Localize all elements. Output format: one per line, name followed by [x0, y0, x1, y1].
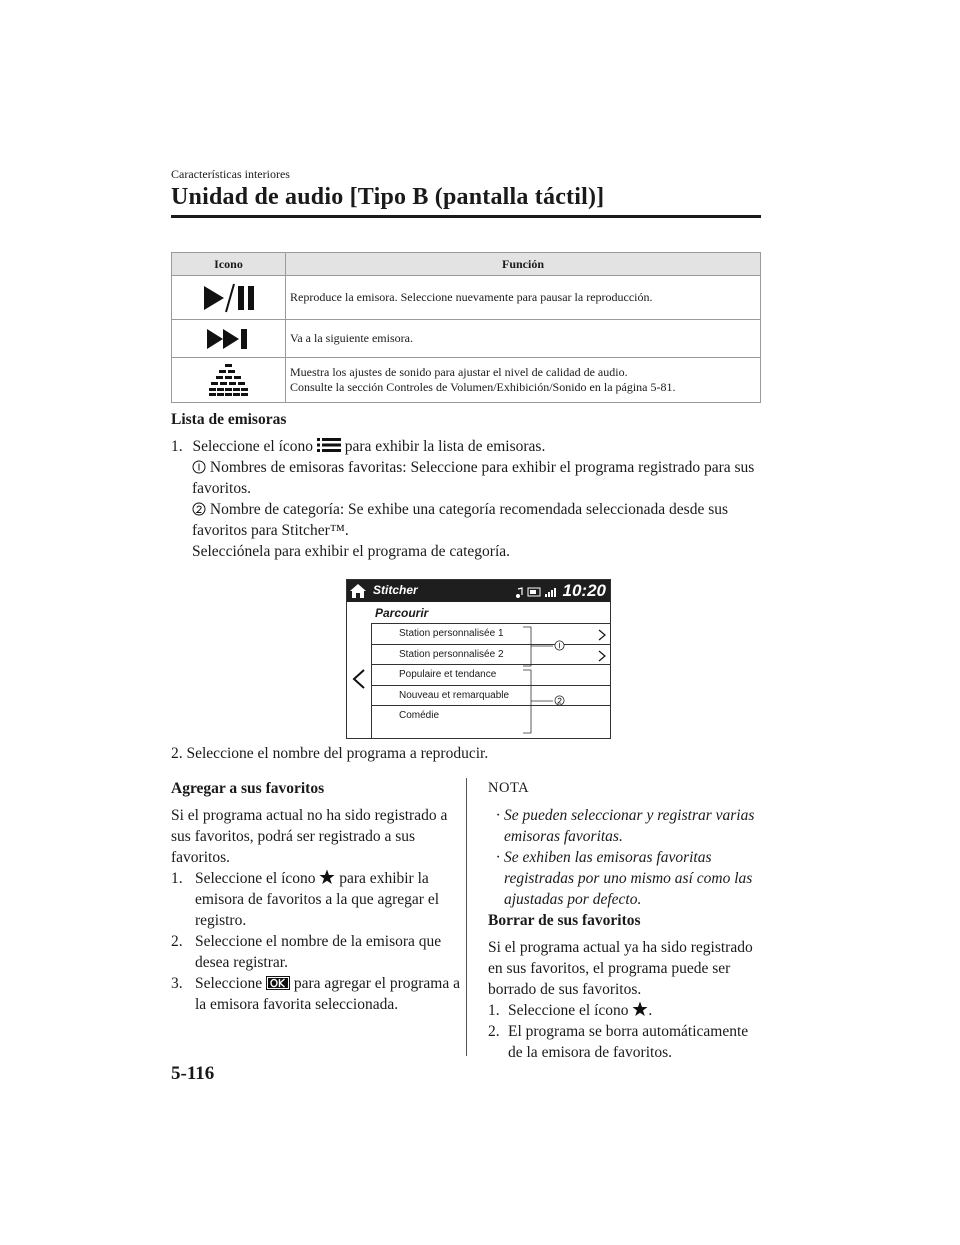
step-text: para exhibir la emisora de favoritos a la que agregar el registro. — [195, 870, 440, 929]
add-favorites-step-1 — [171, 868, 461, 931]
step-text: Seleccione — [195, 975, 263, 992]
remove-favorites-heading: Borrar de sus favoritos — [488, 912, 641, 929]
note-label: NOTA — [488, 780, 530, 796]
step-number: 1. — [171, 438, 183, 455]
step-number: 2. — [171, 933, 183, 950]
screen-browse-label: Parcourir — [375, 606, 429, 620]
page-title: Unidad de audio [Tipo B (pantalla táctil)] — [171, 184, 605, 210]
step-text: El programa se borra automáticamente de la emisora de favoritos. — [508, 1023, 749, 1061]
step-text: Seleccione el ícono — [192, 438, 314, 455]
circled-number-1-icon — [554, 640, 565, 651]
note-text: Se pueden seleccionar y registrar varias emisoras favoritas. — [504, 807, 755, 845]
col-header-function: Función — [286, 253, 761, 276]
step-number: 1. — [171, 870, 183, 887]
callout-note-2 — [192, 499, 760, 562]
note-text: Nombres de emisoras favoritas: Seleccione para exhibir el programa registrado para sus favoritos. — [192, 459, 755, 497]
list-icon — [317, 437, 341, 453]
table-cell-function: Reproduce la emisora. Seleccione nuevamente para pausar la reproducción. — [286, 276, 761, 320]
skip-next-icon — [205, 327, 253, 351]
list-item — [372, 665, 610, 686]
list-item — [372, 706, 610, 727]
star-icon — [319, 869, 335, 885]
step-text: Seleccione el nombre de la emisora que desea registrar. — [195, 933, 442, 971]
add-favorites-step-3 — [171, 973, 461, 1015]
bullet-icon: · — [496, 807, 500, 824]
note-item — [496, 805, 762, 847]
circled-number-1-icon — [192, 460, 206, 474]
title-rule — [171, 215, 761, 218]
list-item-label: Station personnalisée 1 — [399, 628, 504, 639]
note-item — [496, 847, 762, 910]
status-indicators-icon — [515, 585, 560, 599]
play-pause-icon — [200, 282, 258, 314]
function-text: Muestra los ajustes de sonido para ajustar el nivel de calidad de audio. — [290, 365, 628, 379]
table-row — [172, 358, 761, 403]
chevron-right-icon — [598, 650, 606, 662]
step-number: 2. — [488, 1023, 500, 1040]
home-icon — [347, 580, 369, 602]
step-text: . — [648, 1002, 653, 1019]
list-item — [372, 686, 610, 707]
add-favorites-intro: Si el programa actual no ha sido registrado a sus favoritos, podrá ser registrado a sus favoritos. — [171, 807, 448, 866]
list-item — [372, 645, 610, 666]
remove-favorites-intro: Si el programa actual ya ha sido registrado en sus favoritos, el programa puede ser borrado de sus favoritos. — [488, 939, 753, 998]
col-header-icon: Icono — [172, 253, 286, 276]
screen-status-bar — [347, 580, 610, 602]
remove-favorites-step-1 — [488, 1000, 763, 1021]
station-list-step-1 — [171, 436, 761, 457]
list-item-label: Nouveau et remarquable — [399, 689, 510, 701]
table-row — [172, 320, 761, 358]
screen-clock: 10:20 — [562, 581, 606, 600]
step-text: Seleccione el ícono — [195, 870, 316, 887]
ok-button-icon — [266, 976, 290, 990]
function-text: Consulte la sección Controles de Volumen/Exhibición/Sonido en la página 5-81. — [290, 380, 676, 394]
icon-function-table — [171, 252, 761, 403]
note-text: Selecciónela para exhibir el programa de categoría. — [192, 543, 511, 560]
screen-station-list — [372, 624, 610, 727]
step-text: Seleccione el ícono — [508, 1002, 629, 1019]
chevron-right-icon — [598, 629, 606, 641]
add-favorites-step-2 — [171, 931, 461, 973]
table-row — [172, 276, 761, 320]
step-text: para agregar el programa a la emisora favorita seleccionada. — [195, 975, 460, 1013]
callout-note-1 — [192, 457, 760, 499]
list-item-label: Comédie — [399, 710, 440, 722]
star-icon — [632, 1001, 648, 1017]
table-cell-function: Va a la siguiente emisora. — [286, 320, 761, 358]
equalizer-icon — [207, 362, 251, 398]
circled-number-2-icon — [554, 695, 565, 706]
list-item-label: Station personnalisée 2 — [399, 648, 504, 660]
column-divider — [466, 778, 467, 1056]
page-number: 5-116 — [171, 1063, 215, 1084]
circled-number-2-icon — [192, 502, 206, 516]
screen-app-title: Stitcher — [373, 583, 418, 597]
station-list-heading: Lista de emisoras — [171, 411, 287, 428]
remove-favorites-step-2 — [488, 1021, 766, 1063]
note-text: Se exhiben las emisoras favoritas registradas por uno mismo así como las ajustadas por defecto. — [504, 849, 753, 908]
table-cell-function — [286, 358, 761, 403]
station-list-step-2: 2. Seleccione el nombre del programa a reproducir. — [171, 745, 489, 762]
step-number: 3. — [171, 975, 183, 992]
list-item — [372, 624, 610, 645]
stitcher-screen-illustration — [346, 579, 611, 739]
note-text: Nombre de categoría: Se exhibe una categoría recomendada seleccionada desde sus favoritos para Stitcher™. — [192, 501, 729, 539]
list-item-label: Populaire et tendance — [399, 669, 497, 681]
back-chevron-icon — [350, 668, 368, 690]
bullet-icon: · — [496, 849, 500, 866]
step-number: 1. — [488, 1002, 500, 1019]
step-text: para exhibir la lista de emisoras. — [344, 438, 546, 455]
add-favorites-heading: Agregar a sus favoritos — [171, 780, 325, 797]
section-label: Características interiores — [171, 167, 290, 181]
